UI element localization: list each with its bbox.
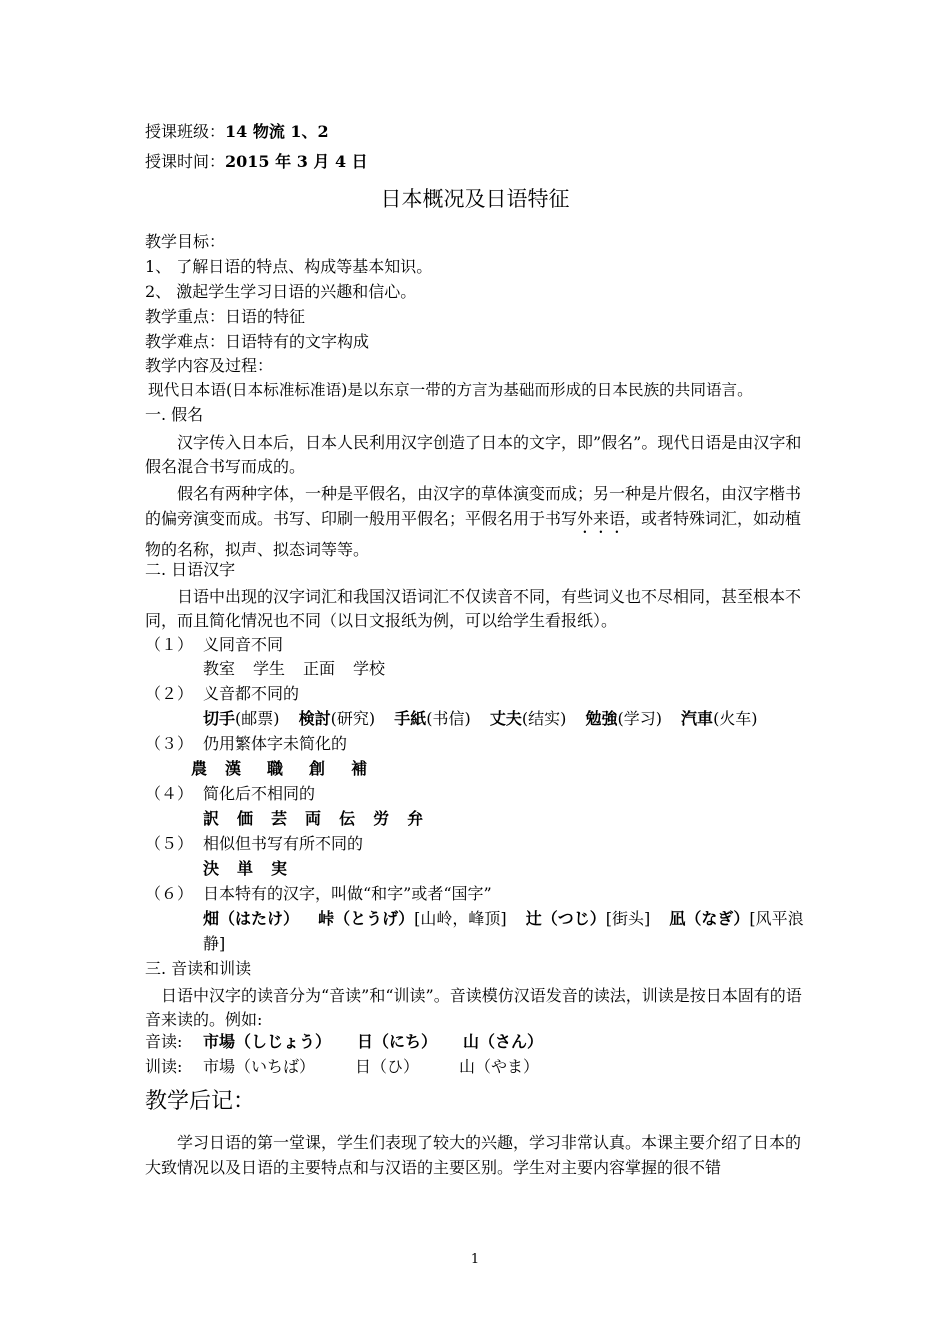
section3-para: 日语中汉字的读音分为“音读”和“训读”。音读模仿汉语发音的读法，训读是按日本固有的语音来读的。例如:	[145, 986, 802, 1029]
word: 日（にち）	[357, 1032, 438, 1051]
category-3	[145, 734, 347, 754]
category-label: 义同音不同	[203, 635, 284, 654]
category-2-pairs	[203, 709, 758, 729]
word: 学生	[253, 659, 286, 678]
cn-meaning: [风平浪	[749, 909, 804, 928]
class-label: 授课班级：	[145, 122, 226, 141]
char: 両	[305, 809, 322, 828]
on-reading-line	[145, 1032, 543, 1052]
word: 山（やま）	[459, 1057, 540, 1076]
cn-meaning: (火车)	[713, 709, 758, 728]
category-4-chars	[203, 809, 423, 829]
category-5-chars	[203, 859, 287, 879]
on-label: 音读:	[145, 1032, 183, 1051]
category-5	[145, 834, 363, 854]
jp-word: 手紙	[394, 709, 427, 728]
word: 学校	[353, 659, 386, 678]
process-label: 教学内容及过程：	[145, 356, 274, 375]
para2-text-a: 假名有两种字体，一种是平假名，由汉字的草体演变而成；另一种是片假名，由汉字楷书的偏旁演变而成。书写、印刷一般用平假名；平假名用于书写	[145, 484, 802, 528]
objective-item-2: 2、 激起学生学习日语的兴趣和信心。	[145, 282, 417, 301]
category-4	[145, 784, 315, 804]
char: 伝	[339, 809, 356, 828]
char: 漢	[225, 759, 242, 778]
difficulty: 教学难点：日语特有的文字构成	[145, 332, 370, 351]
class-line	[145, 122, 329, 142]
postscript-para: 学习日语的第一堂课，学生们表现了较大的兴趣，学习非常认真。本课主要介绍了日本的大致情况以及日语的主要特点和与汉语的主要区别。学生对主要内容掌握的很不错	[145, 1133, 802, 1177]
cn-meaning: [山岭，峰顶]	[414, 909, 507, 928]
emphasized-term: 外来语	[577, 509, 626, 528]
category-1-words	[203, 659, 385, 679]
section1-heading: 一. 假名	[145, 405, 204, 424]
category-1	[145, 635, 283, 655]
cn-meaning: (书信)	[426, 709, 471, 728]
jp-word: 汽車	[681, 709, 714, 728]
char: 創	[309, 759, 326, 778]
time-line	[145, 152, 368, 172]
category-label: 简化后不相同的	[203, 784, 316, 803]
category-label: 相似但书写有所不同的	[203, 834, 364, 853]
intro-paragraph: 现代日本语(日本标准标准语)是以东京一带的方言为基础而形成的日本民族的共同语言。	[148, 381, 753, 399]
jp-word: 切手	[203, 709, 236, 728]
category-number: （３）	[145, 734, 194, 753]
char: 弁	[407, 809, 424, 828]
char: 補	[351, 759, 368, 778]
word: 正面	[303, 659, 336, 678]
category-number: （５）	[145, 834, 194, 853]
para2-text-b: ，或者特殊词汇，如动植物的名称，拟声、拟态词等等。	[145, 509, 802, 559]
word: 市場（いちば）	[203, 1057, 316, 1076]
category-label: 日本特有的汉字，叫做“和字”或者“国字”	[203, 884, 492, 903]
char: 決	[203, 859, 220, 878]
category-number: （４）	[145, 784, 194, 803]
category-6	[145, 884, 492, 904]
word: 山（さん）	[463, 1032, 544, 1051]
char: 単	[237, 859, 254, 878]
char: 労	[373, 809, 390, 828]
jp-word: 辻（つじ）	[525, 909, 606, 928]
word: 日（ひ）	[355, 1057, 420, 1076]
cn-meaning: (结实)	[521, 709, 567, 728]
jp-word: 凪（なぎ）	[669, 909, 750, 928]
char: 芸	[271, 809, 288, 828]
kun-label: 训读:	[145, 1057, 183, 1076]
section1-para2	[145, 481, 810, 562]
cn-meaning: (邮票)	[235, 709, 280, 728]
jp-word: 畑（はたけ）	[203, 909, 300, 928]
category-number: （１）	[145, 635, 194, 654]
category-label: 仍用繁体字未简化的	[203, 734, 348, 753]
page-number: 1	[470, 1252, 480, 1267]
jp-word: 勉強	[585, 709, 618, 728]
time-label: 授课时间：	[145, 152, 226, 171]
category-6-line2: 静]	[203, 934, 226, 953]
kun-reading-line	[145, 1057, 539, 1077]
category-number: （６）	[145, 884, 194, 903]
section2-para: 日语中出现的汉字词汇和我国汉语词汇不仅读音不同，有些词义也不尽相同，甚至根本不同，而且简化情况也不同（以日文报纸为例，可以给学生看报纸）。	[145, 587, 802, 630]
document-title: 日本概况及日语特征	[380, 187, 570, 211]
category-number: （２）	[145, 684, 194, 703]
section2-heading: 二. 日语汉字	[145, 560, 236, 579]
postscript-heading: 教学后记：	[145, 1089, 256, 1114]
class-value: 14 物流 1、2	[225, 122, 329, 141]
time-value: 2015 年 3 月 4 日	[225, 152, 368, 171]
category-label: 义音都不同的	[203, 684, 300, 703]
category-2	[145, 684, 299, 704]
objective-item-1: 1、 了解日语的特点、构成等基本知识。	[145, 257, 433, 276]
char: 訳	[203, 809, 220, 828]
cn-meaning: (研究)	[330, 709, 376, 728]
category-3-chars	[191, 759, 367, 779]
jp-word: 峠（とうげ）	[318, 909, 415, 928]
char: 価	[237, 809, 254, 828]
section1-para1: 汉字传入日本后，日本人民利用汉字创造了日本的文字，即”假名”。现代日语是由汉字和假名混合书写而成的。	[145, 433, 802, 476]
word: 市場（しじょう）	[203, 1032, 332, 1051]
objectives-label: 教学目标：	[145, 232, 226, 251]
key-point: 教学重点：日语的特征	[145, 307, 306, 326]
cn-meaning: (学习)	[617, 709, 662, 728]
cn-meaning: [街头]	[605, 909, 651, 928]
category-6-line1	[203, 909, 804, 929]
jp-word: 丈夫	[489, 709, 522, 728]
jp-word: 検討	[298, 709, 331, 728]
char: 職	[267, 759, 284, 778]
word: 教室	[203, 659, 236, 678]
char: 農	[191, 759, 208, 778]
section3-heading: 三. 音读和训读	[145, 959, 252, 978]
char: 実	[271, 859, 288, 878]
